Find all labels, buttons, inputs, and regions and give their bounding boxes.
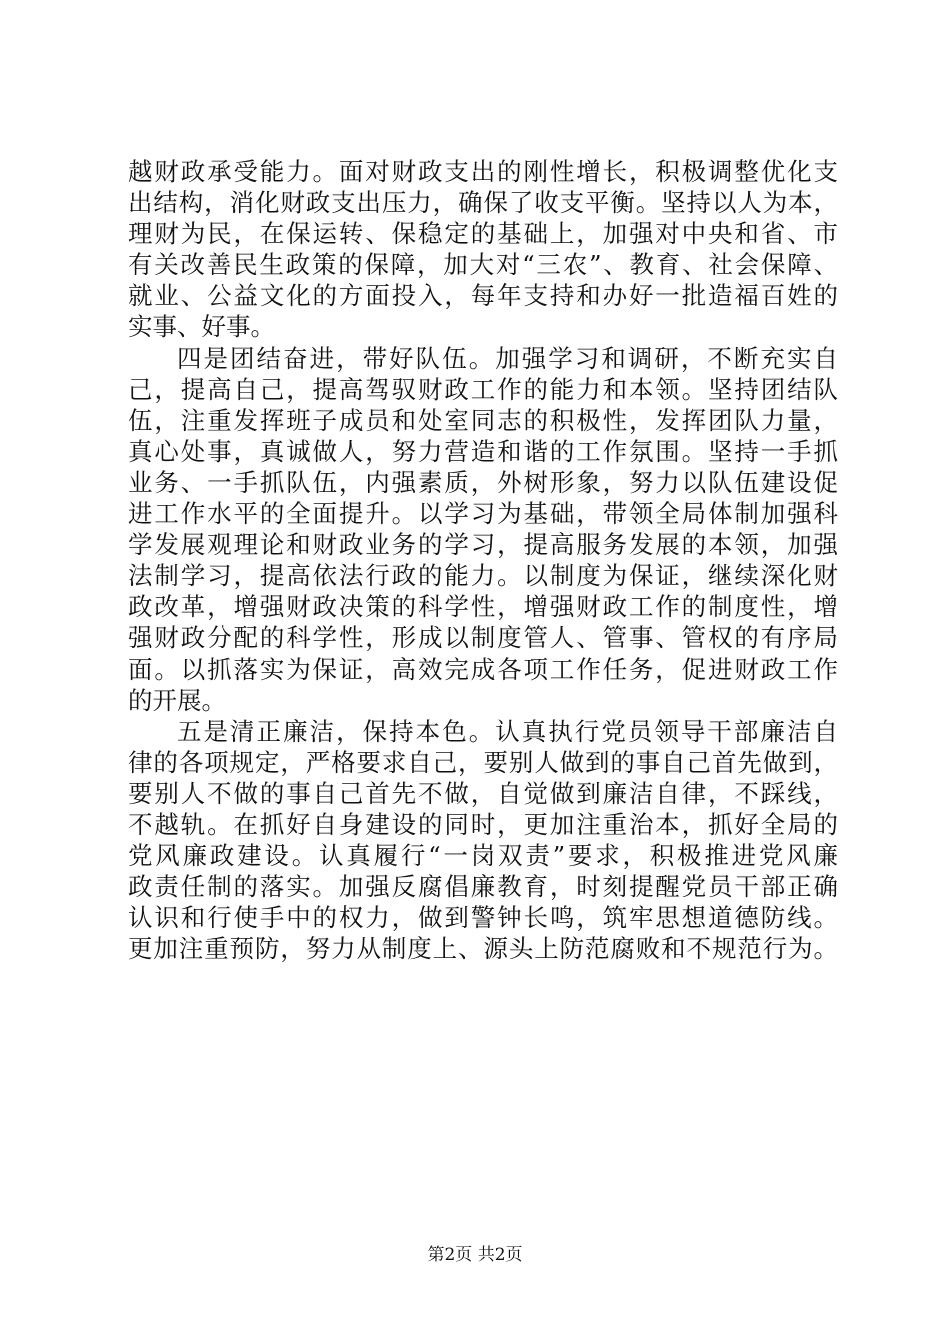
body-text-line: 党风廉政建设。认真履行“一岗双责”要求，积极推进党风廉 [128, 841, 838, 871]
body-text-line: 面。以抓落实为保证，高效完成各项工作任务，促进财政工作 [128, 654, 838, 684]
body-text-line: 政改革，增强财政决策的科学性，增强财政工作的制度性，增 [128, 592, 838, 622]
body-text-line: 学发展观理论和财政业务的学习，提高服务发展的本领，加强 [128, 530, 838, 560]
body-text-line: 认识和行使手中的权力，做到警钟长鸣，筑牢思想道德防线。 [128, 903, 838, 933]
body-text-line: 的开展。 [128, 685, 226, 715]
body-text-line: 理财为民，在保运转、保稳定的基础上，加强对中央和省、市 [128, 219, 838, 249]
page-footer: 第2页 共2页 [427, 1245, 523, 1265]
body-text-line: 己，提高自己，提高驾驭财政工作的能力和本领。坚持团结队 [128, 374, 838, 404]
body-text-line: 更加注重预防，努力从制度上、源头上防范腐败和不规范行为。 [128, 934, 838, 964]
body-text-line: 伍，注重发挥班子成员和处室同志的积极性，发挥团队力量， [128, 405, 838, 435]
body-text-line: 进工作水平的全面提升。以学习为基础，带领全局体制加强科 [128, 499, 838, 529]
body-text-line: 政责任制的落实。加强反腐倡廉教育，时刻提醒党员干部正确 [128, 872, 838, 902]
body-text-line: 法制学习，提高依法行政的能力。以制度为保证，继续深化财 [128, 561, 838, 591]
body-text-line: 就业、公益文化的方面投入，每年支持和办好一批造福百姓的 [128, 281, 838, 311]
document-body [128, 156, 838, 964]
body-text-line: 要别人不做的事自己首先不做，自觉做到廉洁自律，不踩线， [128, 778, 838, 808]
body-text-line: 出结构，消化财政支出压力，确保了收支平衡。坚持以人为本， [128, 188, 838, 218]
body-text-line: 实事、好事。 [128, 312, 275, 342]
body-text-line: 强财政分配的科学性，形成以制度管人、管事、管权的有序局 [128, 623, 838, 653]
body-text-line: 律的各项规定，严格要求自己，要别人做到的事自己首先做到， [128, 747, 838, 777]
body-text-line: 业务、一手抓队伍，内强素质，外树形象，努力以队伍建设促 [128, 467, 838, 497]
body-text-line: 越财政承受能力。面对财政支出的刚性增长，积极调整优化支 [128, 157, 838, 186]
body-text-line: 有关改善民生政策的保障，加大对“三农”、教育、社会保障、 [128, 250, 838, 280]
body-text-line: 四是团结奋进，带好队伍。加强学习和调研，不断充实自 [177, 343, 838, 373]
body-text-line: 真心处事，真诚做人，努力营造和谐的工作氛围。坚持一手抓 [128, 436, 838, 466]
body-text-line: 不越轨。在抓好自身建设的同时，更加注重治本，抓好全局的 [128, 809, 838, 839]
body-text-line: 五是清正廉洁，保持本色。认真执行党员领导干部廉洁自 [177, 716, 838, 746]
